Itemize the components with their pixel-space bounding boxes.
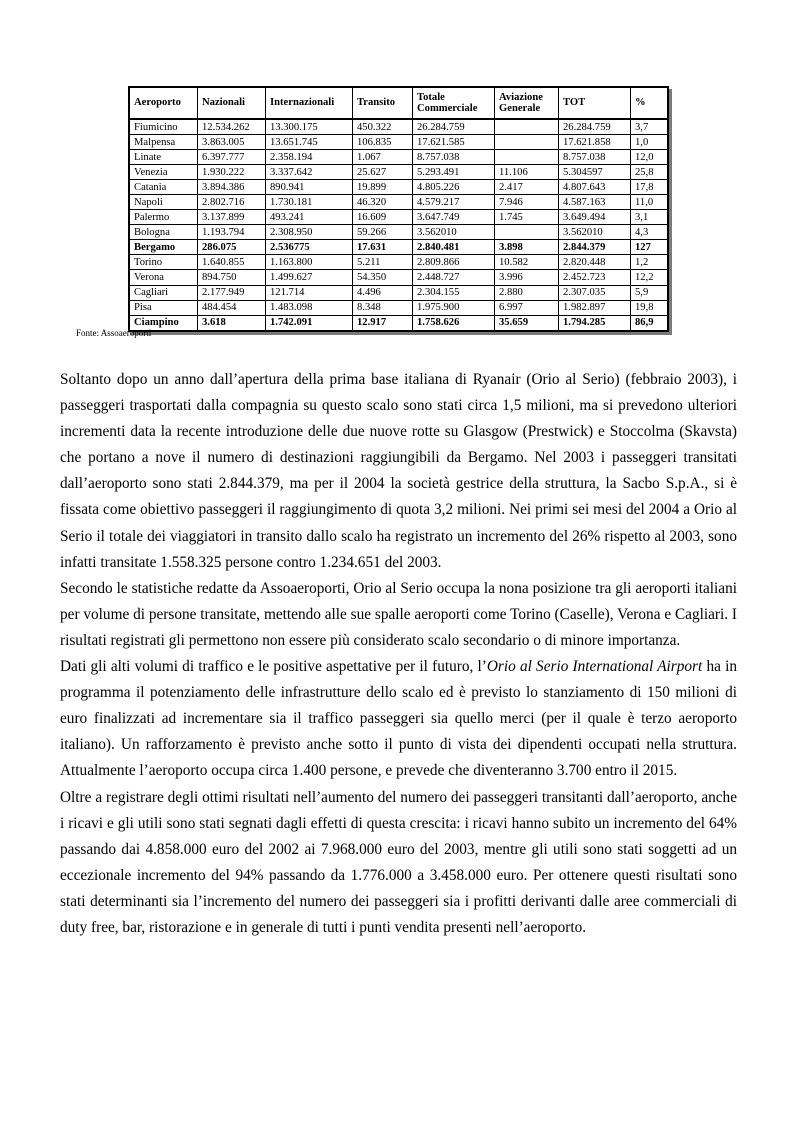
header-transito: Transito <box>353 88 413 120</box>
cell-totale-commerciale: 1.975.900 <box>413 301 495 316</box>
cell-nazionali: 1.930.222 <box>198 165 266 180</box>
cell-totale-commerciale: 4.579.217 <box>413 195 495 210</box>
paragraph-2: Secondo le statistiche redatte da Assoaeroporti, Orio al Serio occupa la nona posizione tra gli aeroporti italiani per volume di persone transitate, mettendo alle sue spalle aeroporti come Torino (Caselle), Verona e Cagliari. I risultati registrati gli permettono non essere più considerato scalo secondario o di minore importanza. <box>60 579 737 649</box>
cell-internazionali: 13.300.175 <box>266 120 353 135</box>
cell-tot: 1.794.285 <box>559 316 631 330</box>
cell-percent: 5,9 <box>631 286 667 301</box>
cell-transito: 16.609 <box>353 210 413 225</box>
cell-aeroporto: Cagliari <box>130 286 198 301</box>
cell-percent: 12,2 <box>631 270 667 285</box>
cell-nazionali: 3.894.386 <box>198 180 266 195</box>
cell-aeroporto: Bergamo <box>130 240 198 255</box>
cell-totale-commerciale: 2.448.727 <box>413 270 495 285</box>
table-row <box>130 135 667 150</box>
cell-internazionali: 3.337.642 <box>266 165 353 180</box>
table-row <box>130 120 667 135</box>
cell-percent: 25,8 <box>631 165 667 180</box>
paragraph-4: Oltre a registrare degli ottimi risultati nell’aumento del numero dei passeggeri transitanti dall’aeroporto, anche i ricavi e gli utili sono stati segnati dagli effetti di questa crescita: i ricavi hanno subito un incremento del 64% passando dai 4.858.000 euro del 2002 ai 7.968.000 euro del 2003, mentre gli utili sono stati soggetti ad un eccezionale incremento del 94% passando da 1.776.000 a 3.458.000 euro. Per ottenere questi risultati sono stati determinanti sia l’incremento del numero dei passeggeri sia i profitti derivanti dalle aree commerciali di duty free, bar, ristorazione e in generale di tutti i punti vendita presenti nell’aeroporto. <box>60 788 737 936</box>
cell-totale-commerciale: 2.809.866 <box>413 255 495 270</box>
cell-transito: 25.627 <box>353 165 413 180</box>
cell-aviazione-generale <box>495 120 559 135</box>
cell-aviazione-generale: 11.106 <box>495 165 559 180</box>
table-row <box>130 316 667 330</box>
cell-transito: 19.899 <box>353 180 413 195</box>
cell-transito: 4.496 <box>353 286 413 301</box>
body-text <box>60 367 737 941</box>
cell-aeroporto: Torino <box>130 255 198 270</box>
cell-percent: 3,7 <box>631 120 667 135</box>
cell-internazionali: 493.241 <box>266 210 353 225</box>
cell-internazionali: 2.536775 <box>266 240 353 255</box>
table-row <box>130 210 667 225</box>
cell-nazionali: 894.750 <box>198 270 266 285</box>
cell-internazionali: 1.163.800 <box>266 255 353 270</box>
cell-transito: 5.211 <box>353 255 413 270</box>
table-row <box>130 240 667 255</box>
table-row <box>130 150 667 165</box>
cell-aviazione-generale: 35.659 <box>495 316 559 330</box>
header-tot: TOT <box>559 88 631 120</box>
cell-percent: 11,0 <box>631 195 667 210</box>
table-body <box>130 120 667 330</box>
cell-aviazione-generale: 2.417 <box>495 180 559 195</box>
cell-tot: 2.307.035 <box>559 286 631 301</box>
cell-tot: 5.304597 <box>559 165 631 180</box>
table-header-row <box>130 88 667 120</box>
cell-tot: 2.844.379 <box>559 240 631 255</box>
cell-totale-commerciale: 4.805.226 <box>413 180 495 195</box>
cell-aviazione-generale: 6.997 <box>495 301 559 316</box>
paragraph-3-rest: ha in programma il potenziamento delle infrastrutture dello scalo ed è previsto lo stanziamento di 150 milioni di euro finalizzati ad incrementare sia il traffico passeggeri sia quello merci (per il quale è terzo aeroporto italiano). Un rafforzamento è previsto anche sotto il punto di vista dei dipendenti occupati nella struttura. Attualmente l’aeroporto occupa circa 1.400 persone, e prevede che diventeranno 3.700 entro il 2015. <box>60 658 737 780</box>
cell-internazionali: 1.730.181 <box>266 195 353 210</box>
table-row <box>130 225 667 240</box>
cell-internazionali: 1.483.098 <box>266 301 353 316</box>
header-totale-commerciale: Totale Commerciale <box>413 88 495 120</box>
cell-aviazione-generale: 7.946 <box>495 195 559 210</box>
table-row <box>130 180 667 195</box>
table-source-note: Fonte: Assoaeroporti <box>76 328 152 338</box>
cell-totale-commerciale: 26.284.759 <box>413 120 495 135</box>
cell-tot: 26.284.759 <box>559 120 631 135</box>
cell-nazionali: 2.802.716 <box>198 195 266 210</box>
cell-percent: 127 <box>631 240 667 255</box>
cell-percent: 3,1 <box>631 210 667 225</box>
header-aeroporto: Aeroporto <box>130 88 198 120</box>
cell-totale-commerciale: 5.293.491 <box>413 165 495 180</box>
cell-transito: 12.917 <box>353 316 413 330</box>
paragraph-3 <box>60 654 737 784</box>
cell-percent: 1,2 <box>631 255 667 270</box>
cell-aviazione-generale <box>495 135 559 150</box>
cell-transito: 54.350 <box>353 270 413 285</box>
cell-internazionali: 1.499.627 <box>266 270 353 285</box>
cell-percent: 19,8 <box>631 301 667 316</box>
cell-transito: 106.835 <box>353 135 413 150</box>
cell-totale-commerciale: 1.758.626 <box>413 316 495 330</box>
table-row <box>130 286 667 301</box>
cell-transito: 450.322 <box>353 120 413 135</box>
table-row <box>130 301 667 316</box>
cell-tot: 2.820.448 <box>559 255 631 270</box>
cell-nazionali: 6.397.777 <box>198 150 266 165</box>
cell-percent: 17,8 <box>631 180 667 195</box>
cell-aeroporto: Bologna <box>130 225 198 240</box>
cell-totale-commerciale: 3.647.749 <box>413 210 495 225</box>
cell-totale-commerciale: 17.621.585 <box>413 135 495 150</box>
cell-aeroporto: Linate <box>130 150 198 165</box>
cell-totale-commerciale: 2.840.481 <box>413 240 495 255</box>
cell-aviazione-generale: 10.582 <box>495 255 559 270</box>
cell-percent: 4,3 <box>631 225 667 240</box>
cell-tot: 3.649.494 <box>559 210 631 225</box>
cell-tot: 4.587.163 <box>559 195 631 210</box>
header-nazionali: Nazionali <box>198 88 266 120</box>
cell-totale-commerciale: 2.304.155 <box>413 286 495 301</box>
cell-tot: 17.621.858 <box>559 135 631 150</box>
cell-percent: 86,9 <box>635 317 654 329</box>
cell-nazionali: 1.193.794 <box>198 225 266 240</box>
cell-internazionali: 2.308.950 <box>266 225 353 240</box>
cell-aviazione-generale <box>495 150 559 165</box>
cell-nazionali: 2.177.949 <box>198 286 266 301</box>
cell-tot: 1.982.897 <box>559 301 631 316</box>
cell-percent: 1,0 <box>631 135 667 150</box>
cell-nazionali: 3.863.005 <box>198 135 266 150</box>
cell-totale-commerciale: 3.562010 <box>413 225 495 240</box>
cell-internazionali: 890.941 <box>266 180 353 195</box>
cell-aeroporto: Catania <box>130 180 198 195</box>
cell-percent: 12,0 <box>631 150 667 165</box>
cell-aviazione-generale: 1.745 <box>495 210 559 225</box>
cell-aeroporto: Palermo <box>130 210 198 225</box>
cell-internazionali: 13.651.745 <box>266 135 353 150</box>
paragraph-1: Soltanto dopo un anno dall’apertura della prima base italiana di Ryanair (Orio al Serio) (febbraio 2003), i passeggeri trasportati dalla compagnia su questo scalo sono stati circa 1,5 milioni, ma si prevedono ulteriori incrementi data la recente introduzione delle due nuove rotte su Glasgow (Prestwick) e Stoccolma (Skavsta) che portano a nove il numero di destinazioni raggiungibili da Bergamo. Nel 2003 i passeggeri transitati dall’aeroporto sono stati 2.844.379, ma per il 2004 la società gestrice della struttura, la Sacbo S.p.A., si è fissata come obiettivo passeggeri il raggiungimento di quota 3,2 milioni. Nei primi sei mesi del 2004 a Orio al Serio il totale dei viaggiatori in transito dallo scalo ha registrato un incremento del 26% rispetto al 2003, sono infatti transitate 1.558.325 persone contro 1.234.651 del 2003. <box>60 371 737 571</box>
table-row <box>130 270 667 285</box>
cell-aeroporto: Ciampino <box>130 316 198 330</box>
cell-nazionali: 3.618 <box>198 316 266 330</box>
cell-aeroporto: Verona <box>130 270 198 285</box>
cell-transito: 59.266 <box>353 225 413 240</box>
cell-nazionali: 12.534.262 <box>198 120 266 135</box>
airport-name-italic: Orio al Serio International Airport <box>486 658 703 676</box>
cell-nazionali: 3.137.899 <box>198 210 266 225</box>
cell-transito: 46.320 <box>353 195 413 210</box>
paragraph-3-start: Dati gli alti volumi di traffico e le positive aspettative per il futuro, l’ <box>60 658 487 676</box>
cell-aeroporto: Venezia <box>130 165 198 180</box>
table-row <box>130 255 667 270</box>
header-internazionali: Internazionali <box>266 88 353 120</box>
cell-aviazione-generale: 3.996 <box>495 270 559 285</box>
cell-aeroporto: Malpensa <box>130 135 198 150</box>
cell-internazionali: 121.714 <box>266 286 353 301</box>
cell-tot: 3.562010 <box>559 225 631 240</box>
cell-aviazione-generale: 2.880 <box>495 286 559 301</box>
header-percent: % <box>631 88 667 120</box>
cell-totale-commerciale: 8.757.038 <box>413 150 495 165</box>
cell-transito: 17.631 <box>353 240 413 255</box>
cell-nazionali: 286.075 <box>198 240 266 255</box>
cell-transito: 1.067 <box>353 150 413 165</box>
airport-traffic-table <box>128 86 669 332</box>
cell-aeroporto: Fiumicino <box>130 120 198 135</box>
cell-aviazione-generale: 3.898 <box>495 240 559 255</box>
header-aviazione-generale: Aviazione Generale <box>495 88 559 120</box>
cell-internazionali: 2.358.194 <box>266 150 353 165</box>
cell-nazionali: 484.454 <box>198 301 266 316</box>
cell-nazionali: 1.640.855 <box>198 255 266 270</box>
cell-aviazione-generale <box>495 225 559 240</box>
airport-traffic-table-container <box>128 86 665 332</box>
table-row <box>130 195 667 210</box>
cell-tot: 2.452.723 <box>559 270 631 285</box>
table-row <box>130 165 667 180</box>
cell-transito: 8.348 <box>353 301 413 316</box>
cell-aeroporto: Napoli <box>130 195 198 210</box>
cell-tot: 4.807.643 <box>559 180 631 195</box>
cell-internazionali: 1.742.091 <box>266 316 353 330</box>
cell-aeroporto: Pisa <box>130 301 198 316</box>
cell-tot: 8.757.038 <box>559 150 631 165</box>
